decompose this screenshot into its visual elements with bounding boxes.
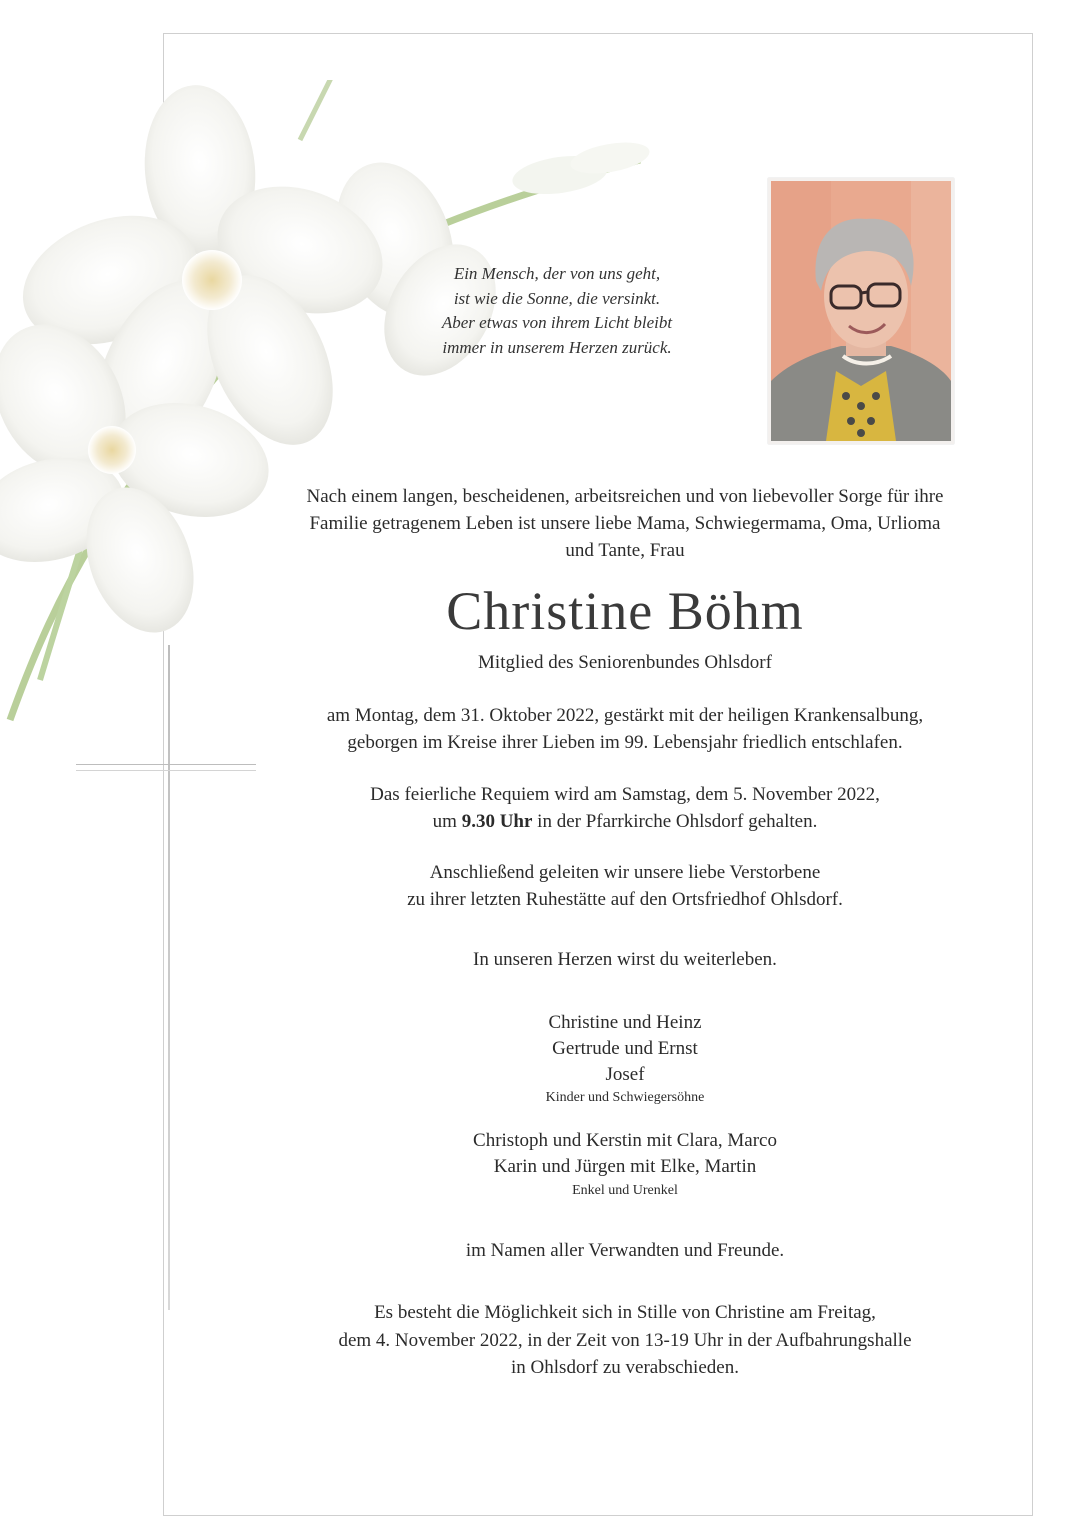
cross-horizontal-line bbox=[76, 764, 256, 765]
farewell-line: in Ohlsdorf zu verabschieden. bbox=[511, 1357, 739, 1378]
requiem-time: 9.30 Uhr bbox=[461, 811, 533, 832]
quote-line: immer in unserem Herzen zurück. bbox=[442, 337, 672, 357]
relatives-line: im Namen aller Verwandten und Freunde. bbox=[465, 1240, 785, 1261]
portrait-image bbox=[771, 181, 951, 441]
burial-line: Anschließend geleiten wir unsere liebe Verstorbene bbox=[429, 862, 821, 883]
grandchild-name: Karin und Jürgen mit Elke, Martin bbox=[493, 1156, 757, 1177]
intro-line: Nach einem langen, bescheidenen, arbeitsreichen und von liebevoller Sorge für ihre bbox=[306, 486, 944, 507]
quote-line: Ein Mensch, der von uns geht, bbox=[453, 264, 661, 283]
requiem-pre: um bbox=[432, 811, 462, 832]
child-name: Josef bbox=[605, 1064, 645, 1085]
requiem-line: Das feierliche Requiem wird am Samstag, dem 5. November 2022, bbox=[370, 784, 880, 805]
intro-line: und Tante, Frau bbox=[565, 540, 685, 561]
deceased-name: Christine Böhm bbox=[446, 581, 804, 641]
cross-horizontal-line-shadow bbox=[76, 770, 256, 771]
motto-line: In unseren Herzen wirst du weiterleben. bbox=[473, 949, 777, 970]
children-label: Kinder und Schwiegersöhne bbox=[545, 1090, 705, 1105]
death-line: geborgen im Kreise ihrer Lieben im 99. Lebensjahr friedlich entschlafen. bbox=[347, 732, 903, 753]
grandchildren-label: Enkel und Urenkel bbox=[572, 1183, 678, 1198]
farewell-line: dem 4. November 2022, in der Zeit von 13-19 Uhr in der Aufbahrungshalle bbox=[338, 1330, 912, 1351]
quote-line: ist wie die Sonne, die versinkt. bbox=[453, 288, 661, 308]
burial-line: zu ihrer letzten Ruhestätte auf den Ortsfriedhof Ohlsdorf. bbox=[407, 889, 843, 910]
death-line: am Montag, dem 31. Oktober 2022, gestärkt mit der heiligen Krankensalbung, bbox=[326, 705, 924, 726]
farewell-line: Es besteht die Möglichkeit sich in Stille von Christine am Freitag, bbox=[374, 1302, 876, 1323]
membership-line: Mitglied des Seniorenbundes Ohlsdorf bbox=[478, 652, 772, 673]
memorial-quote bbox=[392, 262, 722, 360]
portrait-photo bbox=[768, 178, 954, 444]
requiem-post: in der Pfarrkirche Ohlsdorf gehalten. bbox=[532, 811, 818, 832]
intro-line: Familie getragenem Leben ist unsere liebe Mama, Schwiegermama, Oma, Urlioma bbox=[309, 513, 941, 534]
quote-line: Aber etwas von ihrem Licht bleibt bbox=[441, 313, 673, 332]
child-name: Christine und Heinz bbox=[548, 1012, 702, 1033]
child-name: Gertrude und Ernst bbox=[552, 1038, 698, 1059]
grandchild-name: Christoph und Kerstin mit Clara, Marco bbox=[473, 1130, 777, 1151]
requiem-time-line bbox=[170, 811, 1080, 833]
